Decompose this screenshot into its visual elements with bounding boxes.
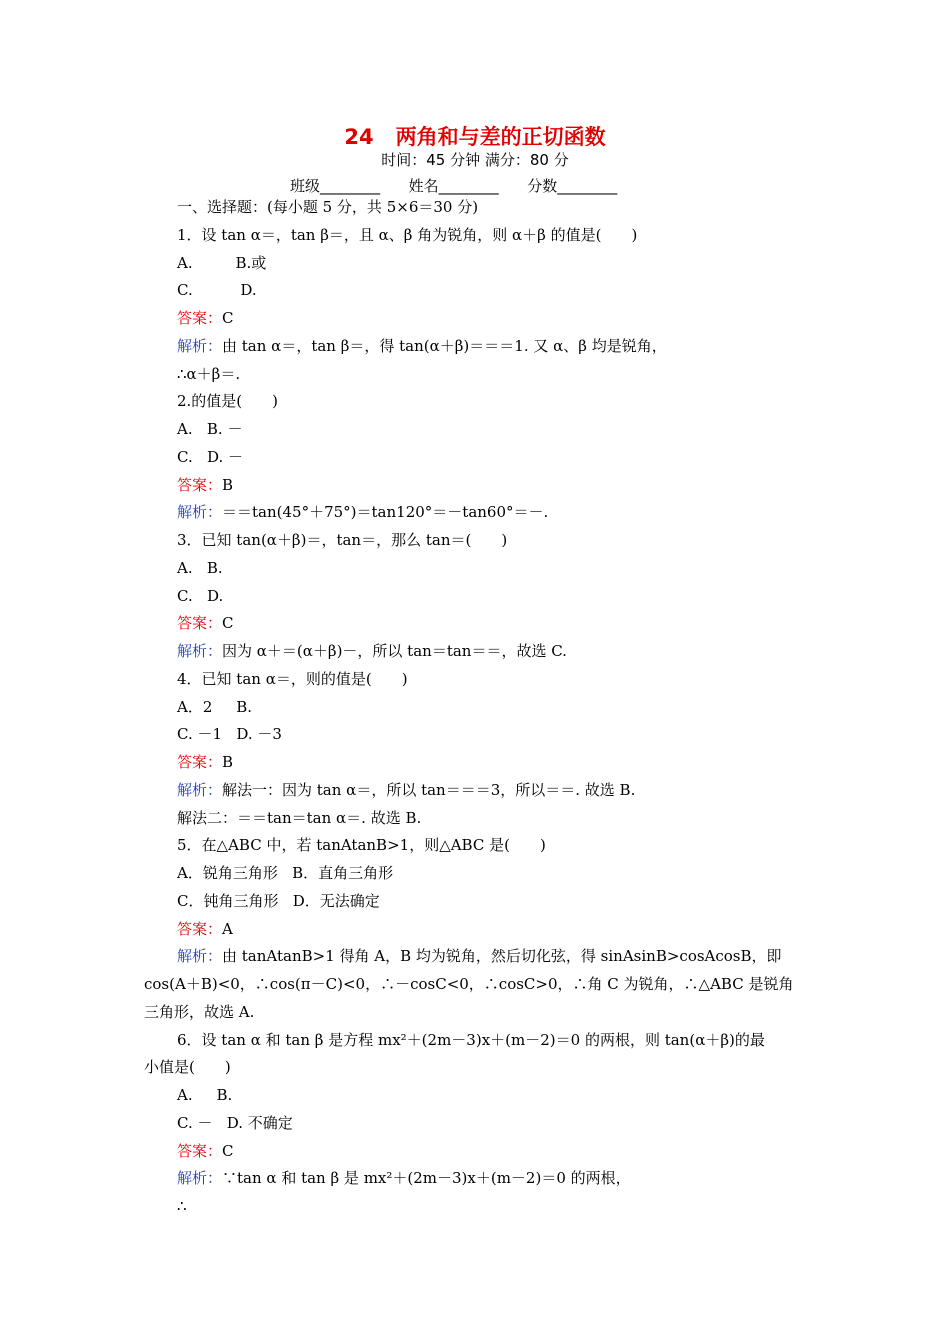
time-score-info: 时间：45 分钟 满分：80 分 [381, 151, 569, 169]
text-line: C. D. － [177, 447, 244, 466]
answer-line [177, 308, 234, 328]
analysis-line [177, 946, 782, 966]
answer-label: 答案： [177, 475, 223, 494]
student-info-fields: 班级________ 姓名________ 分数________ [290, 177, 618, 195]
analysis-label: 解析： [177, 336, 223, 355]
text-line: 3．已知 tan(α＋β)＝，tan＝，那么 tan＝( ) [177, 531, 508, 549]
answer-label: 答案： [177, 1141, 223, 1160]
text-line: 解法二：＝＝tan＝tan α＝. 故选 B. [177, 808, 422, 827]
text-line: A．2 B. [177, 697, 253, 716]
analysis-text: 解法一：因为 tan α＝，所以 tan＝＝＝3，所以＝＝. 故选 B. [222, 780, 636, 799]
text-line: ∴ [177, 1197, 187, 1215]
analysis-line [177, 641, 567, 661]
text-line: C. D. [177, 586, 224, 605]
analysis-text: 由 tanAtanB>1 得角 A，B 均为锐角，然后切化弦，得 sinAsinB>cosAcosB，即 [222, 947, 782, 966]
analysis-text: ∵tan α 和 tan β 是 mx²＋(2m－3)x＋(m－2)＝0 的两根， [222, 1169, 631, 1188]
analysis-text: 因为 α＋＝(α＋β)－，所以 tan＝tan＝＝，故选 C. [222, 642, 567, 660]
answer-value: A [222, 919, 233, 938]
answer-line [177, 752, 233, 772]
text-line: 三角形，故选 A. [144, 1002, 255, 1021]
text-line: C. －1 D. －3 [177, 725, 282, 744]
text-line: 4．已知 tan α＝，则的值是( ) [177, 669, 408, 688]
text-line: C. － D. 不确定 [177, 1113, 293, 1132]
answer-line [177, 919, 233, 939]
analysis-label: 解析： [177, 1169, 223, 1188]
analysis-label: 解析： [177, 947, 223, 966]
answer-line [177, 1141, 234, 1161]
text-line: cos(A＋B)<0，∴cos(π－C)<0，∴－cosC<0，∴cosC>0，∴角 C 为锐角，∴△ABC 是锐角 [144, 975, 794, 993]
text-line: A．锐角三角形 B．直角三角形 [177, 864, 394, 882]
answer-value: B [222, 475, 234, 494]
text-line: A. B. [177, 558, 223, 577]
analysis-label: 解析： [177, 503, 223, 522]
text-line: A. B. [177, 1086, 233, 1104]
answer-value: C [222, 614, 234, 633]
answer-value: C [222, 309, 234, 327]
answer-label: 答案： [177, 919, 223, 938]
text-line: 6．设 tan α 和 tan β 是方程 mx²＋(2m－3)x＋(m－2)＝0 的两根，则 tan(α＋β)的最 [177, 1030, 765, 1049]
analysis-text: 由 tan α＝，tan β＝，得 tan(α＋β)＝＝＝1. 又 α、β 均是锐角， [222, 336, 667, 355]
text-line: C. D. [177, 281, 257, 300]
answer-value: C [222, 1141, 234, 1160]
answer-value: B [222, 753, 234, 771]
analysis-line [177, 336, 667, 356]
page-title: 24 两角和与差的正切函数 [344, 125, 606, 149]
text-line: A. B.或 [177, 253, 267, 272]
text-line: A. B. － [177, 420, 243, 438]
text-line: 一、选择题：(每小题 5 分，共 5×6＝30 分) [177, 198, 479, 216]
text-line: 5．在△ABC 中，若 tanAtanB>1，则△ABC 是( ) [177, 836, 546, 855]
text-line: 1．设 tan α＝，tan β＝，且 α、β 角为锐角，则 α＋β 的值是( ) [177, 225, 638, 244]
answer-line [177, 613, 234, 633]
analysis-line [177, 780, 635, 800]
answer-label: 答案： [177, 614, 223, 633]
analysis-text: ＝＝tan(45°＋75°)＝tan120°＝－tan60°＝－. [222, 503, 549, 522]
answer-label: 答案： [177, 309, 223, 327]
analysis-line [177, 502, 548, 522]
answer-label: 答案： [177, 753, 223, 771]
answer-line [177, 475, 233, 495]
analysis-line [177, 1168, 631, 1188]
text-line: 小值是( ) [144, 1058, 231, 1077]
text-line: ∴α＋β＝. [177, 364, 241, 383]
analysis-label: 解析： [177, 642, 223, 660]
text-line: 2.的值是( ) [177, 392, 279, 411]
analysis-label: 解析： [177, 780, 223, 799]
text-line: C．钝角三角形 D．无法确定 [177, 891, 380, 910]
